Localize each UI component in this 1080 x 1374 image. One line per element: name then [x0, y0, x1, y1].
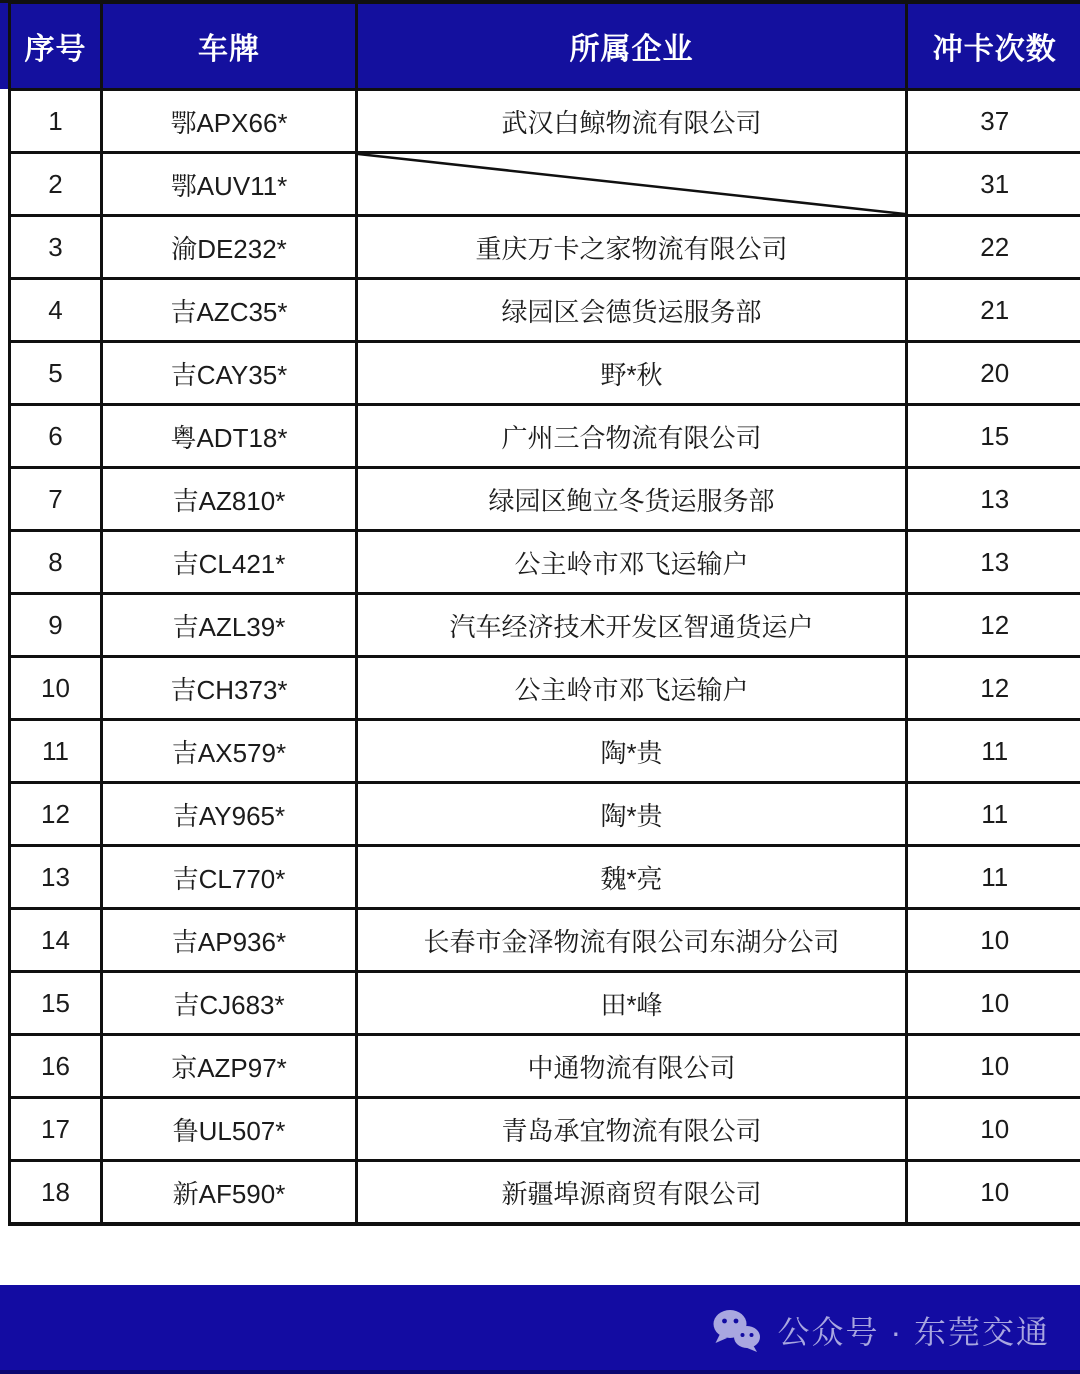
diagonal-slash [358, 154, 905, 214]
table-row [10, 153, 1080, 216]
table-row [10, 1035, 1080, 1098]
table-row [10, 531, 1080, 594]
column-header-plate: 车牌 [102, 2, 357, 90]
cell-seq: 14 [10, 909, 102, 972]
cell-count: 31 [907, 153, 1080, 216]
cell-seq: 9 [10, 594, 102, 657]
cell-plate: 吉AZ810* [102, 468, 357, 531]
table-row [10, 1098, 1080, 1161]
cell-seq: 3 [10, 216, 102, 279]
table-row [10, 783, 1080, 846]
table-row [10, 90, 1080, 153]
cell-seq: 2 [10, 153, 102, 216]
cell-plate: 吉CJ683* [102, 972, 357, 1035]
column-header-company: 所属企业 [357, 2, 907, 90]
table-row [10, 468, 1080, 531]
cell-plate: 吉CL421* [102, 531, 357, 594]
cell-plate: 吉AZL39* [102, 594, 357, 657]
cell-seq: 16 [10, 1035, 102, 1098]
cell-count: 10 [907, 1161, 1080, 1225]
cell-plate: 京AZP97* [102, 1035, 357, 1098]
cell-count: 12 [907, 594, 1080, 657]
cell-company: 长春市金泽物流有限公司东湖分公司 [357, 909, 907, 972]
cell-company: 田*峰 [357, 972, 907, 1035]
cell-seq: 4 [10, 279, 102, 342]
cell-count: 11 [907, 846, 1080, 909]
table-row [10, 405, 1080, 468]
cell-company: 青岛承宜物流有限公司 [357, 1098, 907, 1161]
cell-company: 陶*贵 [357, 783, 907, 846]
cell-count: 13 [907, 468, 1080, 531]
cell-count: 13 [907, 531, 1080, 594]
cell-count: 12 [907, 657, 1080, 720]
table-row [10, 342, 1080, 405]
cell-count: 20 [907, 342, 1080, 405]
cell-company: 野*秋 [357, 342, 907, 405]
table-row [10, 594, 1080, 657]
cell-plate: 吉AZC35* [102, 279, 357, 342]
cell-seq: 17 [10, 1098, 102, 1161]
cell-plate: 吉CL770* [102, 846, 357, 909]
table-row [10, 1161, 1080, 1225]
table-row [10, 720, 1080, 783]
violation-rank-table [8, 0, 1080, 1226]
cell-seq: 12 [10, 783, 102, 846]
cell-seq: 10 [10, 657, 102, 720]
cell-plate: 鄂AUV11* [102, 153, 357, 216]
table-row [10, 846, 1080, 909]
cell-count: 21 [907, 279, 1080, 342]
cell-seq: 15 [10, 972, 102, 1035]
cell-count: 11 [907, 720, 1080, 783]
cell-company [357, 153, 907, 216]
cell-company: 汽车经济技术开发区智通货运户 [357, 594, 907, 657]
cell-seq: 1 [10, 90, 102, 153]
cell-count: 10 [907, 909, 1080, 972]
cell-company: 中通物流有限公司 [357, 1035, 907, 1098]
cell-count: 37 [907, 90, 1080, 153]
cell-seq: 5 [10, 342, 102, 405]
cell-plate: 吉AP936* [102, 909, 357, 972]
cell-count: 22 [907, 216, 1080, 279]
cell-seq: 13 [10, 846, 102, 909]
wechat-icon [710, 1307, 764, 1353]
cell-company: 绿园区会德货运服务部 [357, 279, 907, 342]
column-header-count: 冲卡次数 [907, 2, 1080, 90]
cell-company: 公主岭市邓飞运输户 [357, 657, 907, 720]
cell-company: 武汉白鲸物流有限公司 [357, 90, 907, 153]
cell-company: 陶*贵 [357, 720, 907, 783]
footer-account-label: 公众号 · 东莞交通 [777, 1313, 1050, 1350]
cell-company: 广州三合物流有限公司 [357, 405, 907, 468]
cell-plate: 新AF590* [102, 1161, 357, 1225]
cell-plate: 鄂APX66* [102, 90, 357, 153]
cell-company: 重庆万卡之家物流有限公司 [357, 216, 907, 279]
table-row [10, 909, 1080, 972]
cell-plate: 吉CAY35* [102, 342, 357, 405]
cell-company: 魏*亮 [357, 846, 907, 909]
bottom-strip [0, 1370, 1080, 1374]
footer-band [0, 1285, 1080, 1374]
cell-plate: 吉CH373* [102, 657, 357, 720]
cell-count: 15 [907, 405, 1080, 468]
table-row [10, 216, 1080, 279]
cell-plate: 鲁UL507* [102, 1098, 357, 1161]
cell-plate: 吉AX579* [102, 720, 357, 783]
cell-seq: 11 [10, 720, 102, 783]
table-header-row [10, 2, 1080, 90]
column-header-seq: 序号 [10, 2, 102, 90]
cell-plate: 渝DE232* [102, 216, 357, 279]
cell-seq: 6 [10, 405, 102, 468]
cell-plate: 吉AY965* [102, 783, 357, 846]
cell-company: 新疆埠源商贸有限公司 [357, 1161, 907, 1225]
cell-count: 10 [907, 1098, 1080, 1161]
cell-count: 10 [907, 972, 1080, 1035]
cell-seq: 18 [10, 1161, 102, 1225]
cell-company: 绿园区鲍立冬货运服务部 [357, 468, 907, 531]
cell-company: 公主岭市邓飞运输户 [357, 531, 907, 594]
cell-plate: 粤ADT18* [102, 405, 357, 468]
table-row [10, 972, 1080, 1035]
cell-seq: 8 [10, 531, 102, 594]
cell-count: 11 [907, 783, 1080, 846]
table-row [10, 279, 1080, 342]
table-row [10, 657, 1080, 720]
cell-seq: 7 [10, 468, 102, 531]
cell-count: 10 [907, 1035, 1080, 1098]
